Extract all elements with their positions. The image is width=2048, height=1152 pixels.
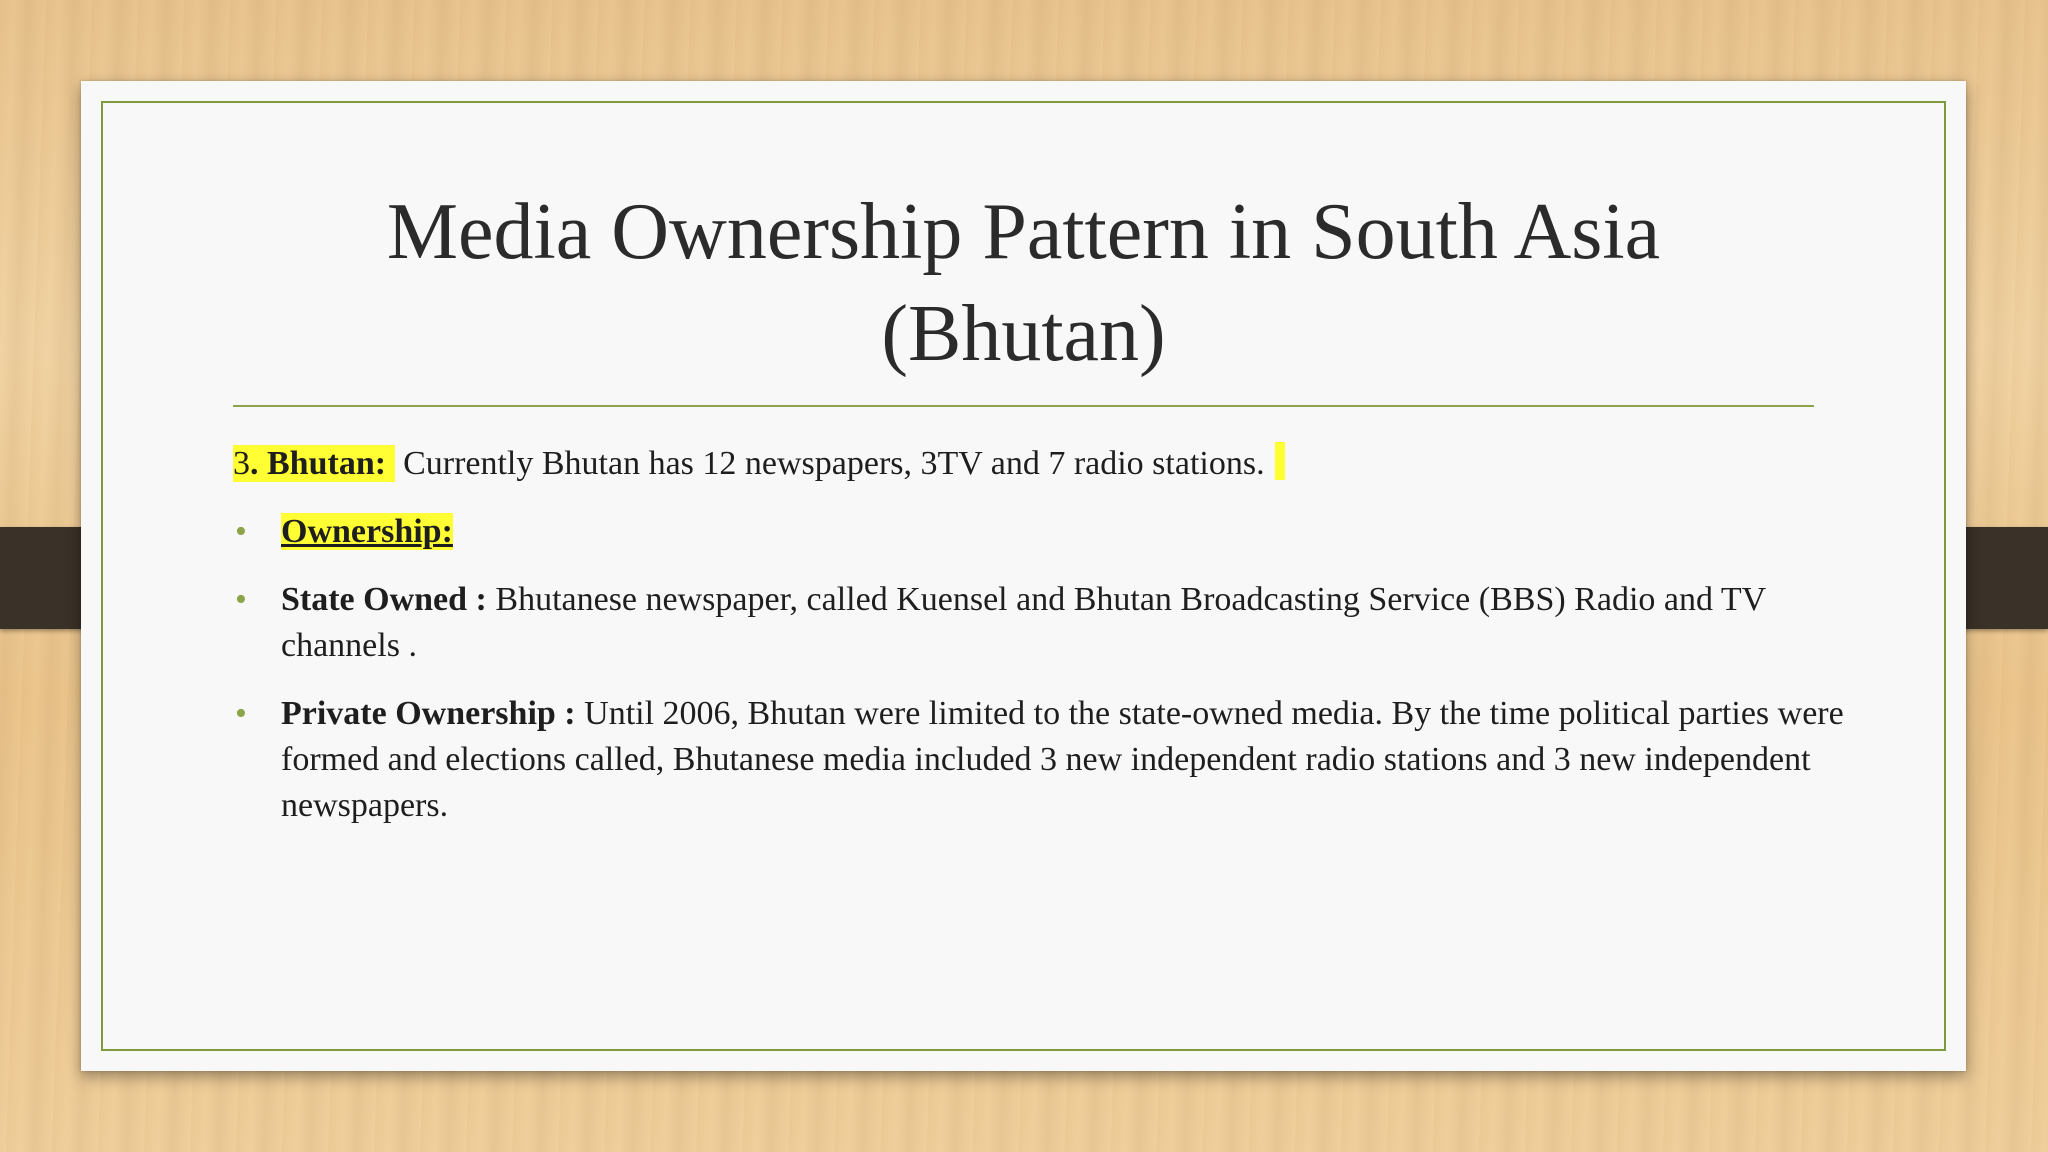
slide-title-line-1: Media Ownership Pattern in South Asia (386, 188, 1661, 276)
bullet-label-ownership: Ownership: (281, 513, 453, 550)
bullet-item-state-owned (233, 577, 1893, 669)
bullet-dot-icon: • (235, 513, 247, 550)
intro-text: Currently Bhutan has 12 newspapers, 3TV and 7 radio stations. (403, 445, 1265, 482)
bullet-list (233, 509, 1893, 829)
intro-line (233, 441, 1893, 487)
intro-label: . Bhutan: (250, 445, 387, 482)
bullet-item-private-ownership (233, 691, 1893, 829)
intro-label-highlight (233, 445, 395, 482)
slide-title (81, 181, 1966, 385)
bullet-text-state-owned: Bhutanese newspaper, called Kuensel and Bhutan Broadcasting Service (BBS) Radio and TV channels . (281, 581, 1766, 664)
bullet-label-private-ownership: Private Ownership : (281, 695, 576, 732)
bullet-label-state-owned: State Owned : (281, 581, 487, 618)
title-divider (233, 405, 1814, 407)
trailing-highlight-mark (1275, 442, 1285, 480)
bullet-text-private-ownership: Until 2006, Bhutan were limited to the state-owned media. By the time political parties were formed and elections called, Bhutanese media included 3 new independent radio stations and 3 new independent newspapers. (281, 695, 1844, 824)
slide-body (233, 441, 1893, 851)
slide-title-line-2: (Bhutan) (881, 290, 1166, 378)
intro-number: 3 (233, 445, 250, 482)
bullet-item-ownership (233, 509, 1893, 555)
bullet-dot-icon: • (235, 581, 247, 618)
bullet-dot-icon: • (235, 695, 247, 732)
slide (81, 81, 1966, 1071)
